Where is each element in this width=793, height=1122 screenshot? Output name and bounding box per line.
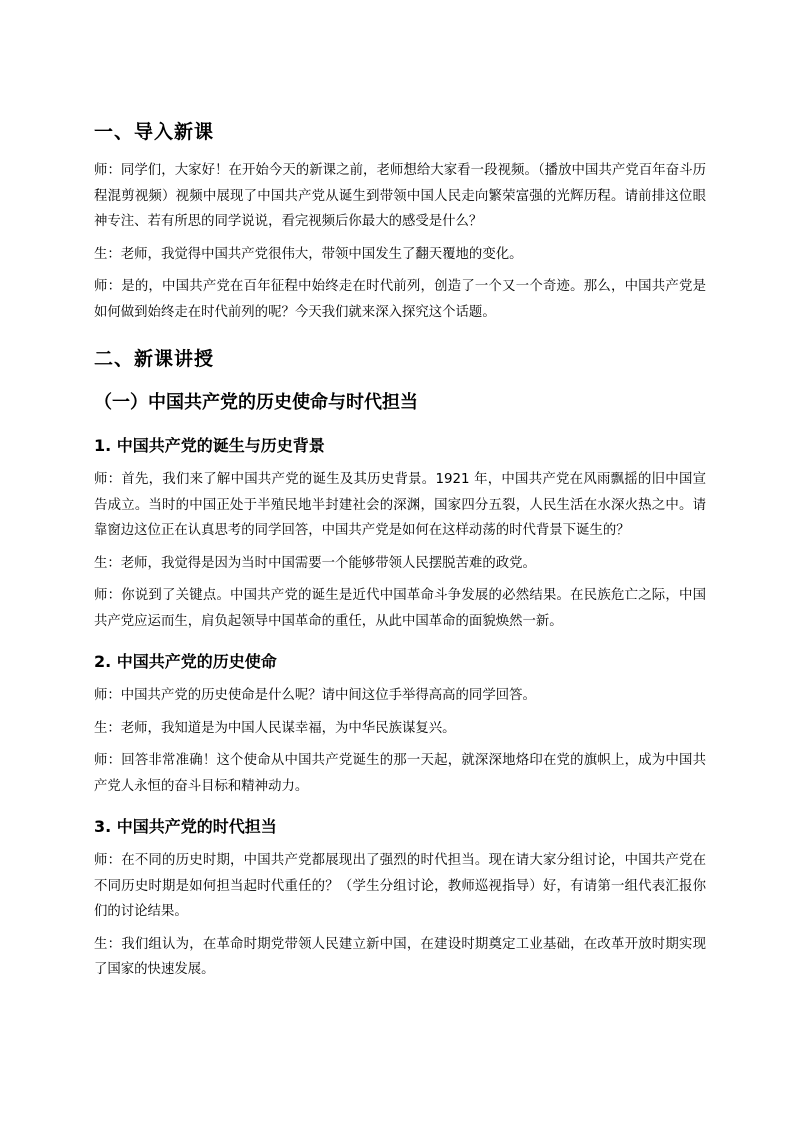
topic-heading-birth: 1. 中国共产党的诞生与历史背景 (94, 436, 325, 455)
paragraph: 生：老师，我觉得是因为当时中国需要一个能够带领人民摆脱苦难的政党。 (94, 555, 536, 571)
paragraph: 师：首先，我们来了解中国共产党的诞生及其历史背景。1921 年，中国共产党在风雨飘摇的旧中国宣告成立。当时的中国正处于半殖民地半封建社会的深渊，国家四分五裂，人民生活在水深火热之中。请靠窗边这位正在认真思考的同学回答，中国共产党是如何在这样动荡的时代背景下诞生的？ (94, 472, 706, 538)
paragraph: 师：中国共产党的历史使命是什么呢？请中间这位手举得高高的同学回答。 (94, 688, 536, 703)
topic-heading-mission: 2. 中国共产党的历史使命 (94, 652, 277, 671)
paragraph: 师：回答非常准确！这个使命从中国共产党诞生的那一天起，就深深地烙印在党的旗帜上，成为中国共产党人永恒的奋斗目标和精神动力。 (94, 753, 706, 794)
section-heading-intro: 一、导入新课 (94, 121, 215, 143)
paragraph: 师：同学们，大家好！在开始今天的新课之前，老师想给大家看一段视频。（播放中国共产党百年奋斗历程混剪视频）视频中展现了中国共产党从诞生到带领中国人民走向繁荣富强的光辉历程。请前排这位眼神专注、若有所思的同学说说，看完视频后你最大的感受是什么？ (94, 163, 706, 229)
paragraph: 师：是的，中国共产党在百年征程中始终走在时代前列，创造了一个又一个奇迹。那么，中国共产党是如何做到始终走在时代前列的呢？今天我们就来深入探究这个话题。 (94, 279, 706, 320)
topic-heading-responsibility: 3. 中国共产党的时代担当 (94, 817, 277, 836)
paragraph: 生：老师，我觉得中国共产党很伟大，带领中国发生了翻天覆地的变化。 (94, 246, 523, 262)
paragraph: 生：我们组认为，在革命时期党带领人民建立新中国，在建设时期奠定工业基础，在改革开放时期实现了国家的快速发展。 (94, 936, 706, 977)
paragraph: 师：在不同的历史时期，中国共产党都展现出了强烈的时代担当。现在请大家分组讨论，中国共产党在不同历史时期是如何担当起时代重任的？（学生分组讨论，教师巡视指导）好，有请第一组代表汇报你们的讨论结果。 (94, 853, 706, 919)
paragraph: 生：老师，我知道是为中国人民谋幸福，为中华民族谋复兴。 (94, 720, 456, 736)
paragraph: 师：你说到了关键点。中国共产党的诞生是近代中国革命斗争发展的必然结果。在民族危亡之际，中国共产党应运而生，肩负起领导中国革命的重任，从此中国革命的面貌焕然一新。 (94, 588, 706, 629)
subsection-heading: （一）中国共产党的历史使命与时代担当 (94, 392, 418, 413)
section-heading-lecture: 二、新课讲授 (94, 348, 215, 370)
document-body (94, 118, 706, 990)
